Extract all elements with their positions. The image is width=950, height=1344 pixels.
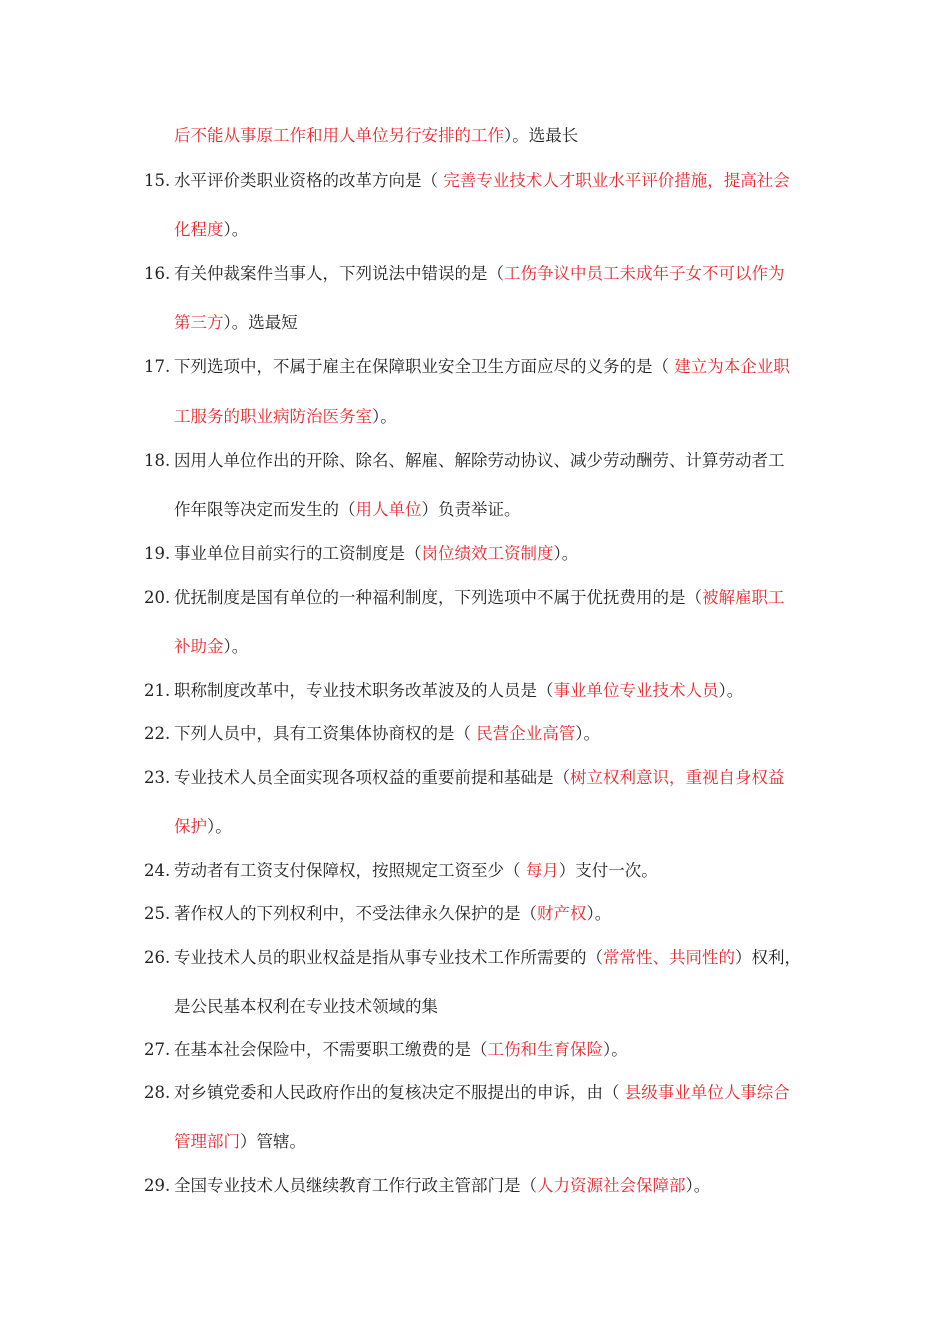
question-text: ）。 (685, 1176, 711, 1195)
question-text: 是公民基本权利在专业技术领域的集 (174, 997, 438, 1016)
question-28-line-2 (174, 1131, 306, 1153)
question-17-line-1 (174, 356, 790, 378)
question-23-line-2 (174, 816, 232, 838)
question-25-line-1 (174, 903, 611, 925)
question-text: ）。 (207, 817, 232, 836)
question-text: 有关仲裁案件当事人，下列说法中错误的是（ (174, 264, 504, 283)
answer-text: 工伤和生育保险 (487, 1040, 603, 1059)
question-text: 下列人员中，具有工资集体协商权的是（ (174, 724, 477, 743)
question-number: 25. (144, 904, 171, 923)
answer-text: 管理部门 (174, 1132, 240, 1151)
answer-text: 每月 (525, 861, 559, 880)
answer-text: 事业单位专业技术人员 (553, 681, 719, 700)
question-text: 事业单位目前实行的工资制度是（ (174, 544, 422, 563)
question-text: 专业技术人员全面实现各项权益的重要前提和基础是（ (174, 768, 570, 787)
answer-text: 财产权 (537, 904, 587, 923)
question-text: 优抚制度是国有单位的一种福利制度，下列选项中不属于优抚费用的是（ (174, 588, 702, 607)
question-text: 职称制度改革中，专业技术职务改革波及的人员是（ (174, 681, 554, 700)
question-text: 对乡镇党委和人民政府作出的复核决定不服提出的申诉，由（ (174, 1083, 625, 1102)
question-16-line-2 (174, 312, 298, 334)
answer-text: 补助金 (174, 637, 224, 656)
question-text: ）支付一次。 (558, 861, 658, 880)
question-text: ）。 (223, 637, 249, 656)
question-text: ）。选最长 (504, 126, 579, 145)
question-number: 17. (144, 357, 171, 376)
question-text: ）。 (223, 220, 249, 239)
question-text: ）管辖。 (240, 1132, 306, 1151)
question-number: 15. (144, 171, 171, 190)
question-29-line-1 (174, 1175, 710, 1197)
question-text: ）。 (718, 681, 744, 700)
question-text: ）权利， (735, 948, 801, 967)
question-text: 在基本社会保险中，不需要职工缴费的是（ (174, 1040, 488, 1059)
question-19-line-1 (174, 543, 578, 565)
question-text: 著作权人的下列权利中，不受法律永久保护的是（ (174, 904, 537, 923)
question-text: 下列选项中，不属于雇主在保障职业安全卫生方面应尽的义务的是（ (174, 357, 675, 376)
question-text: ）。 (372, 407, 397, 426)
question-26-line-1 (174, 947, 801, 969)
answer-text: 工伤争议中员工未成年子女不可以作为 (504, 264, 785, 283)
question-number: 20. (144, 588, 171, 607)
question-15-line-2 (174, 219, 248, 241)
question-28-line-1 (174, 1082, 790, 1104)
question-text: 专业技术人员的职业权益是指从事专业技术工作所需要的（ (174, 948, 603, 967)
question-number: 26. (144, 948, 171, 967)
question-number: 21. (144, 681, 171, 700)
answer-text: 第三方 (174, 313, 224, 332)
question-text: 全国专业技术人员继续教育工作行政主管部门是（ (174, 1176, 537, 1195)
question-number: 23. (144, 768, 171, 787)
answer-text: 用人单位 (355, 500, 422, 519)
question-18-line-2 (174, 499, 521, 521)
answer-text: 化程度 (174, 220, 224, 239)
question-26-line-2 (174, 996, 438, 1018)
question-16-line-1 (174, 263, 785, 285)
question-22-line-1 (174, 723, 600, 745)
question-text: 作年限等决定而发生的（ (174, 500, 356, 519)
question-number: 27. (144, 1040, 171, 1059)
question-text: ）。 (603, 1040, 628, 1059)
answer-text: 民营企业高管 (476, 724, 576, 743)
question-27-line-1 (174, 1039, 628, 1061)
question-18-line-1 (174, 450, 785, 472)
question-number: 19. (144, 544, 171, 563)
answer-text: 县级事业单位人事综合 (624, 1083, 790, 1102)
answer-text: 树立权利意识，重视自身权益 (570, 768, 785, 787)
question-17-line-2 (174, 406, 397, 428)
question-number: 22. (144, 724, 171, 743)
question-20-line-1 (174, 587, 785, 609)
question-20-line-2 (174, 636, 248, 658)
question-14-line-1 (174, 125, 578, 147)
question-15-line-1 (174, 170, 790, 192)
question-text: ）。 (553, 544, 579, 563)
question-23-line-1 (174, 767, 785, 789)
answer-text: 常常性、共同性的 (603, 948, 735, 967)
question-number: 16. (144, 264, 171, 283)
question-21-line-1 (174, 680, 743, 702)
question-text: 因用人单位作出的开除、除名、解雇、解除劳动协议、减少劳动酬劳、计算劳动者工 (174, 451, 785, 470)
answer-text: 保护 (174, 817, 207, 836)
question-text: ）负责举证。 (421, 500, 521, 519)
answer-text: 岗位绩效工资制度 (421, 544, 554, 563)
question-24-line-1 (174, 860, 658, 882)
question-number: 28. (144, 1083, 171, 1102)
question-number: 18. (144, 451, 171, 470)
answer-text: 建立为本企业职 (674, 357, 790, 376)
question-number: 24. (144, 861, 171, 880)
question-text: ）。 (575, 724, 600, 743)
answer-text: 工服务的职业病防治医务室 (174, 407, 372, 426)
question-text: ）。 (586, 904, 612, 923)
question-text: 水平评价类职业资格的改革方向是（ (174, 171, 444, 190)
question-text: ）。选最短 (223, 313, 298, 332)
question-text: 劳动者有工资支付保障权，按照规定工资至少（ (174, 861, 526, 880)
question-number: 29. (144, 1176, 171, 1195)
answer-text: 人力资源社会保障部 (537, 1176, 686, 1195)
answer-text: 完善专业技术人才职业水平评价措施，提高社会 (443, 171, 790, 190)
answer-text: 后不能从事原工作和用人单位另行安排的工作 (174, 126, 504, 145)
answer-text: 被解雇职工 (702, 588, 785, 607)
